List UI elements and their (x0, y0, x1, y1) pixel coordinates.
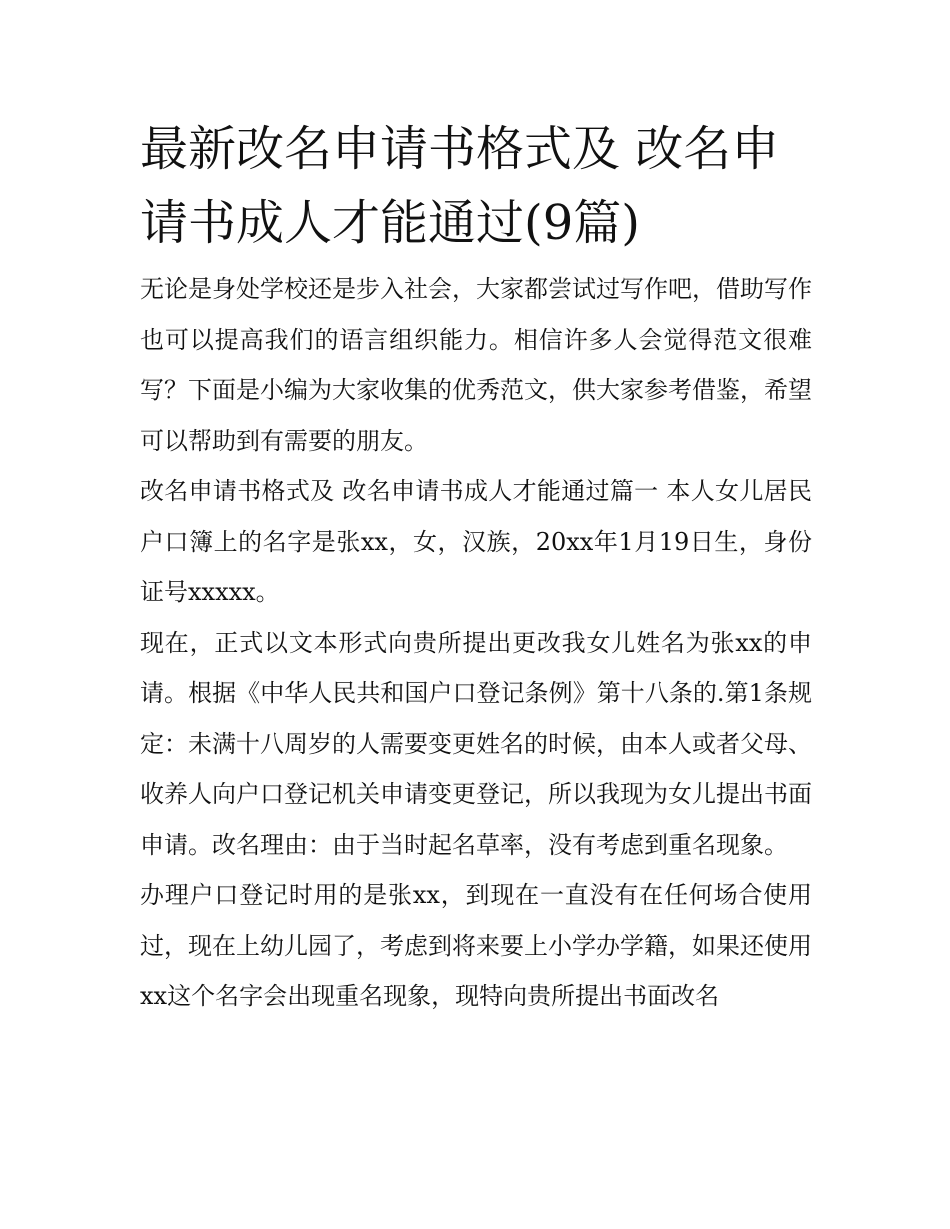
paragraph-section-one: 改名申请书格式及 改名申请书成人才能通过篇一 本人女儿居民户口簿上的名字是张xx，女，汉族，20xx年1月19日生，身份证号xxxxx。 (140, 477, 812, 606)
paragraph-request: 现在，正式以文本形式向贵所提出更改我女儿姓名为张xx的申请。根据《中华人民共和国户口登记条例》第十八条的.第1条规定：未满十八周岁的人需要变更姓名的时候，由本人或者父母、收养人向户口登记机关申请变更登记，所以我现为女儿提出书面申请。改名理由：由于当时起名草率，没有考虑到重名现象。 (140, 628, 812, 859)
document-title: 最新改名申请书格式及 改名申请书成人才能通过(9篇) (140, 121, 780, 251)
document-content (140, 112, 812, 1022)
paragraph-reason: 办理户口登记时用的是张xx，到现在一直没有在任何场合使用过，现在上幼儿园了，考虑到将来要上小学办学籍，如果还使用xx这个名字会出现重名现象，现特向贵所提出书面改名 (140, 881, 812, 1010)
paragraph-intro: 无论是身处学校还是步入社会，大家都尝试过写作吧，借助写作也可以提高我们的语言组织能力。相信许多人会觉得范文很难写？下面是小编为大家收集的优秀范文，供大家参考借鉴，希望可以帮助到有需要的朋友。 (140, 275, 812, 455)
document-body (140, 264, 812, 1022)
